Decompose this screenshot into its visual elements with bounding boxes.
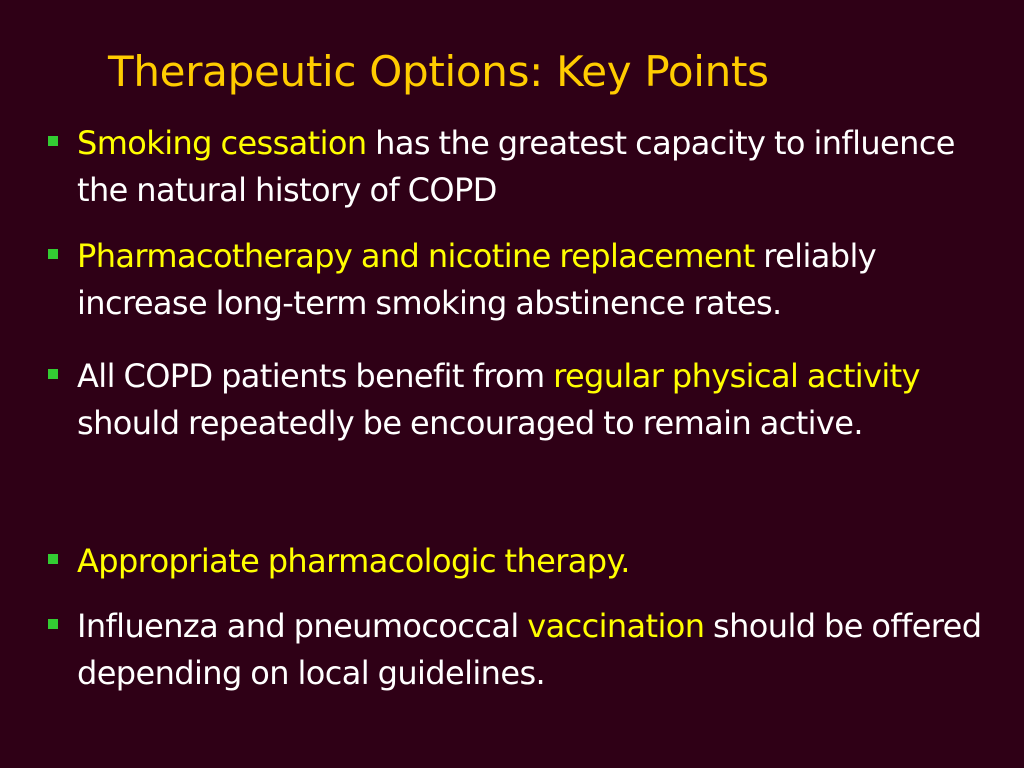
body-phrase: Influenza and pneumococcal — [77, 607, 528, 645]
highlighted-phrase: Appropriate pharmacologic therapy. — [77, 542, 630, 580]
highlighted-phrase: regular physical activity — [553, 357, 920, 395]
green-square-bullet-icon — [48, 249, 58, 259]
highlighted-phrase: vaccination — [527, 607, 705, 645]
bullet-text — [77, 353, 997, 447]
highlighted-phrase: Smoking cessation — [77, 124, 367, 162]
highlighted-phrase: Pharmacotherapy and nicotine replacement — [77, 237, 755, 275]
green-square-bullet-icon — [48, 136, 58, 146]
green-square-bullet-icon — [48, 554, 58, 564]
bullet-text — [77, 603, 997, 697]
body-phrase: has the greatest capacity to influence the natural history of COPD — [77, 124, 955, 209]
body-phrase: reliably increase long-term smoking abstinence rates. — [77, 237, 877, 322]
body-phrase: All COPD patients benefit from — [77, 357, 554, 395]
slide-title: Therapeutic Options: Key Points — [108, 47, 769, 96]
green-square-bullet-icon — [48, 619, 58, 629]
body-phrase: should repeatedly be encouraged to remain active. — [77, 404, 863, 442]
body-phrase: should be offered depending on local guidelines. — [77, 607, 982, 692]
bullet-text — [77, 233, 997, 327]
green-square-bullet-icon — [48, 369, 58, 379]
bullet-text — [77, 120, 997, 214]
bullet-text — [77, 538, 997, 585]
